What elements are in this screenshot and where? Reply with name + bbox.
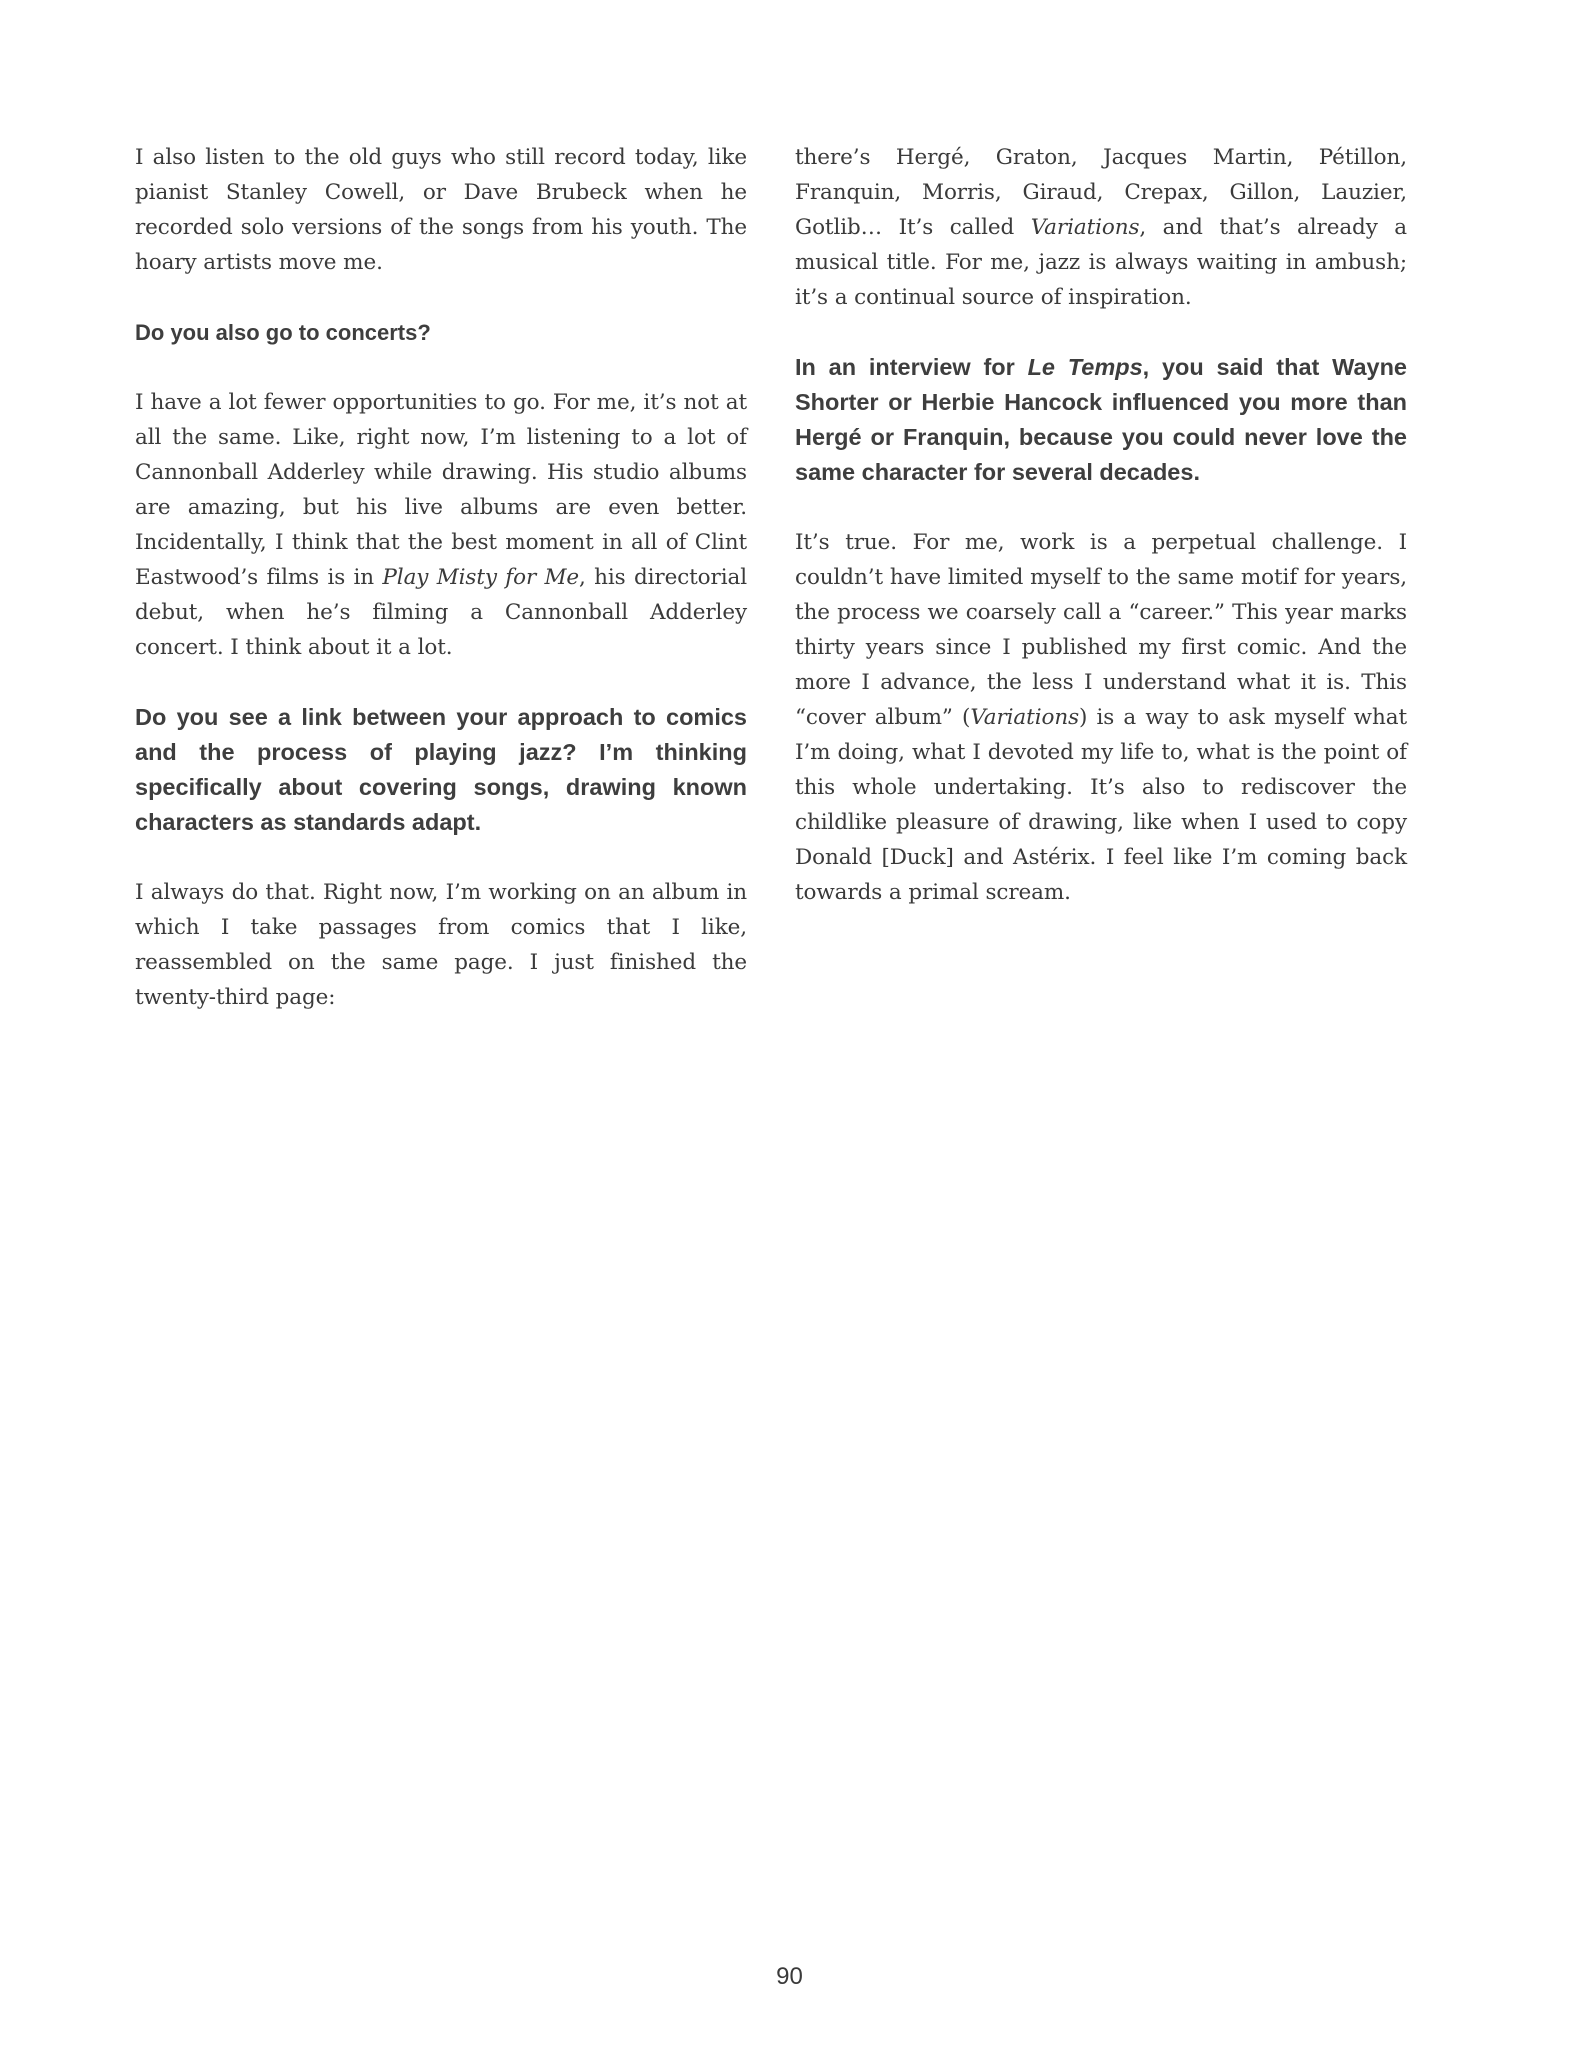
answer-paragraph-4 (795, 140, 1407, 315)
question-3-text-b: , you said that Wayne Shorter or Herbie Hancock influenced you more than Hergé or Franquin, because you could never love the same character for several decades. (795, 354, 1408, 485)
newspaper-title: Le Temps (1027, 354, 1143, 380)
page-number: 90 (776, 1963, 803, 1990)
album-title: Variations (1030, 215, 1140, 240)
answer-paragraph-5 (795, 525, 1407, 910)
right-column (795, 140, 1407, 910)
question-comics-jazz: Do you see a link between your approach to comics and the process of playing jazz? I’m thinking specifically about covering songs, drawing known characters as standards adapt. (135, 704, 747, 835)
answer-2-text-a: I have a lot fewer opportunities to go. For me, it’s not at all the same. Like, right now, I’m listening to a lot of Cannonball Adderley while drawing. His studio albums are amazing, but his live albums are even better. Incidentally, I think that the best moment in all of Clint Eastwood’s films is in (135, 390, 747, 590)
answer-5-text-a: It’s true. For me, work is a perpetual challenge. I couldn’t have limited myself to the same motif for years, the process we coarsely call a “career.” This year marks thirty years since I published my first comic. And the more I advance, the less I understand what it is. This “cover album” ( (795, 530, 1407, 730)
question-3-text-a: In an interview for (795, 354, 1028, 380)
left-column (135, 140, 747, 1015)
answer-paragraph-2 (135, 385, 747, 665)
question-concerts: Do you also go to concerts? (135, 320, 431, 345)
answer-5-text-b: ) is a way to ask myself what I’m doing, what I devoted my life to, what is the point of this whole undertaking. It’s also to rediscover the childlike pleasure of drawing, like when I used to copy Donald [Duck] and Astérix. I feel like I’m coming back towards a primal scream. (795, 705, 1407, 905)
album-title-2: Variations (970, 705, 1079, 730)
question-le-temps (795, 350, 1407, 490)
answer-paragraph-1: I also listen to the old guys who still record today, like pianist Stanley Cowell, or Dave Brubeck when he recorded solo versions of the songs from his youth. The hoary artists move me. (135, 145, 747, 275)
answer-4-text-b: , and that’s already a musical title. For me, jazz is always waiting in ambush; it’s a continual source of inspiration. (795, 215, 1407, 310)
answer-paragraph-3: I always do that. Right now, I’m working on an album in which I take passages from comics that I like, reassembled on the same page. I just finished the twenty-third page: (135, 880, 747, 1010)
answer-4-text-a: there’s Hergé, Graton, Jacques Martin, Pétillon, Franquin, Morris, Giraud, Crepax, Gillon, Lauzier, Gotlib… It’s called (795, 145, 1407, 240)
answer-2-text-b: , his directorial debut, when he’s filming a Cannonball Adderley concert. I think about it a lot. (135, 565, 747, 660)
film-title: Play Misty for Me (382, 565, 580, 590)
